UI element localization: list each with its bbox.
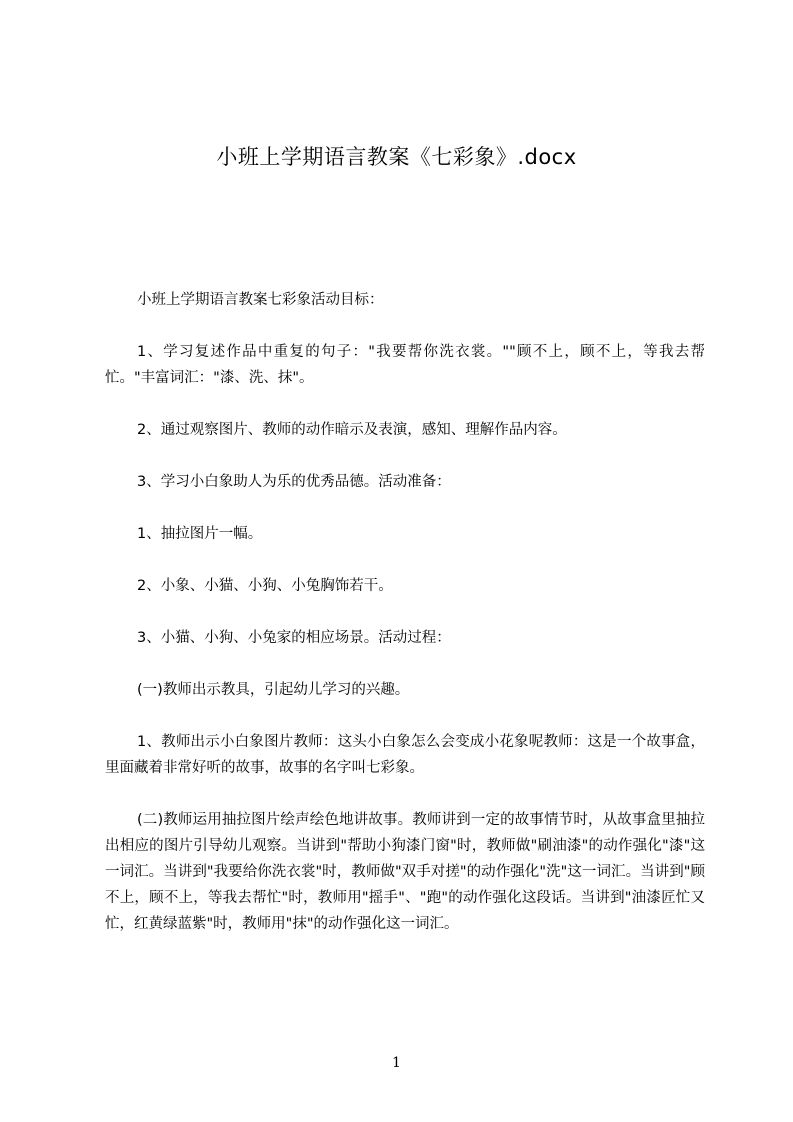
- paragraph-preparation-1: 1、抽拉图片一幅。: [137, 526, 263, 542]
- document-body: [105, 287, 705, 963]
- paragraph-process-step-1: (一)教师出示教具，引起幼儿学习的兴趣。: [137, 682, 410, 698]
- paragraph-preparation-2: 2、小象、小猫、小狗、小兔胸饰若干。: [137, 578, 393, 594]
- paragraph-preparation-3: 3、小猫、小狗、小兔家的相应场景。活动过程：: [137, 630, 451, 646]
- paragraph-process-step-2: (二)教师运用抽拉图片绘声绘色地讲故事。教师讲到一定的故事情节时，从故事盒里抽拉出相应的图片引导幼儿观察。当讲到"帮助小狗漆门窗"时，教师做"刷油漆"的动作强化"漆"这一词汇。当讲到"我要给你洗衣裳"时，教师做"双手对搓"的动作强化"洗"这一词汇。当讲到"顾不上，顾不上，等我去帮忙"时，教师用"摇手"、"跑"的动作强化这段话。当讲到"油漆匠忙又忙，红黄绿蓝紫"时，教师用"抹"的动作强化这一词汇。: [105, 812, 705, 932]
- paragraph-objective-3: 3、学习小白象助人为乐的优秀品德。活动准备：: [137, 474, 451, 490]
- paragraph-objective-2: 2、通过观察图片、教师的动作暗示及表演，感知、理解作品内容。: [137, 422, 567, 438]
- paragraph-objective-1: 1、学习复述作品中重复的句子："我要帮你洗衣裳。""顾不上，顾不上，等我去帮忙。"丰富词汇："漆、洗、抹"。: [105, 344, 705, 386]
- paragraph-objectives-heading: 小班上学期语言教案七彩象活动目标：: [137, 292, 384, 308]
- paragraph-process-step-1-detail: 1、教师出示小白象图片教师：这头小白象怎么会变成小花象呢教师：这是一个故事盒，里面藏着非常好听的故事，故事的名字叫七彩象。: [105, 734, 705, 776]
- document-title: 小班上学期语言教案《七彩象》.docx: [216, 145, 577, 169]
- page-number: 1: [392, 1055, 401, 1071]
